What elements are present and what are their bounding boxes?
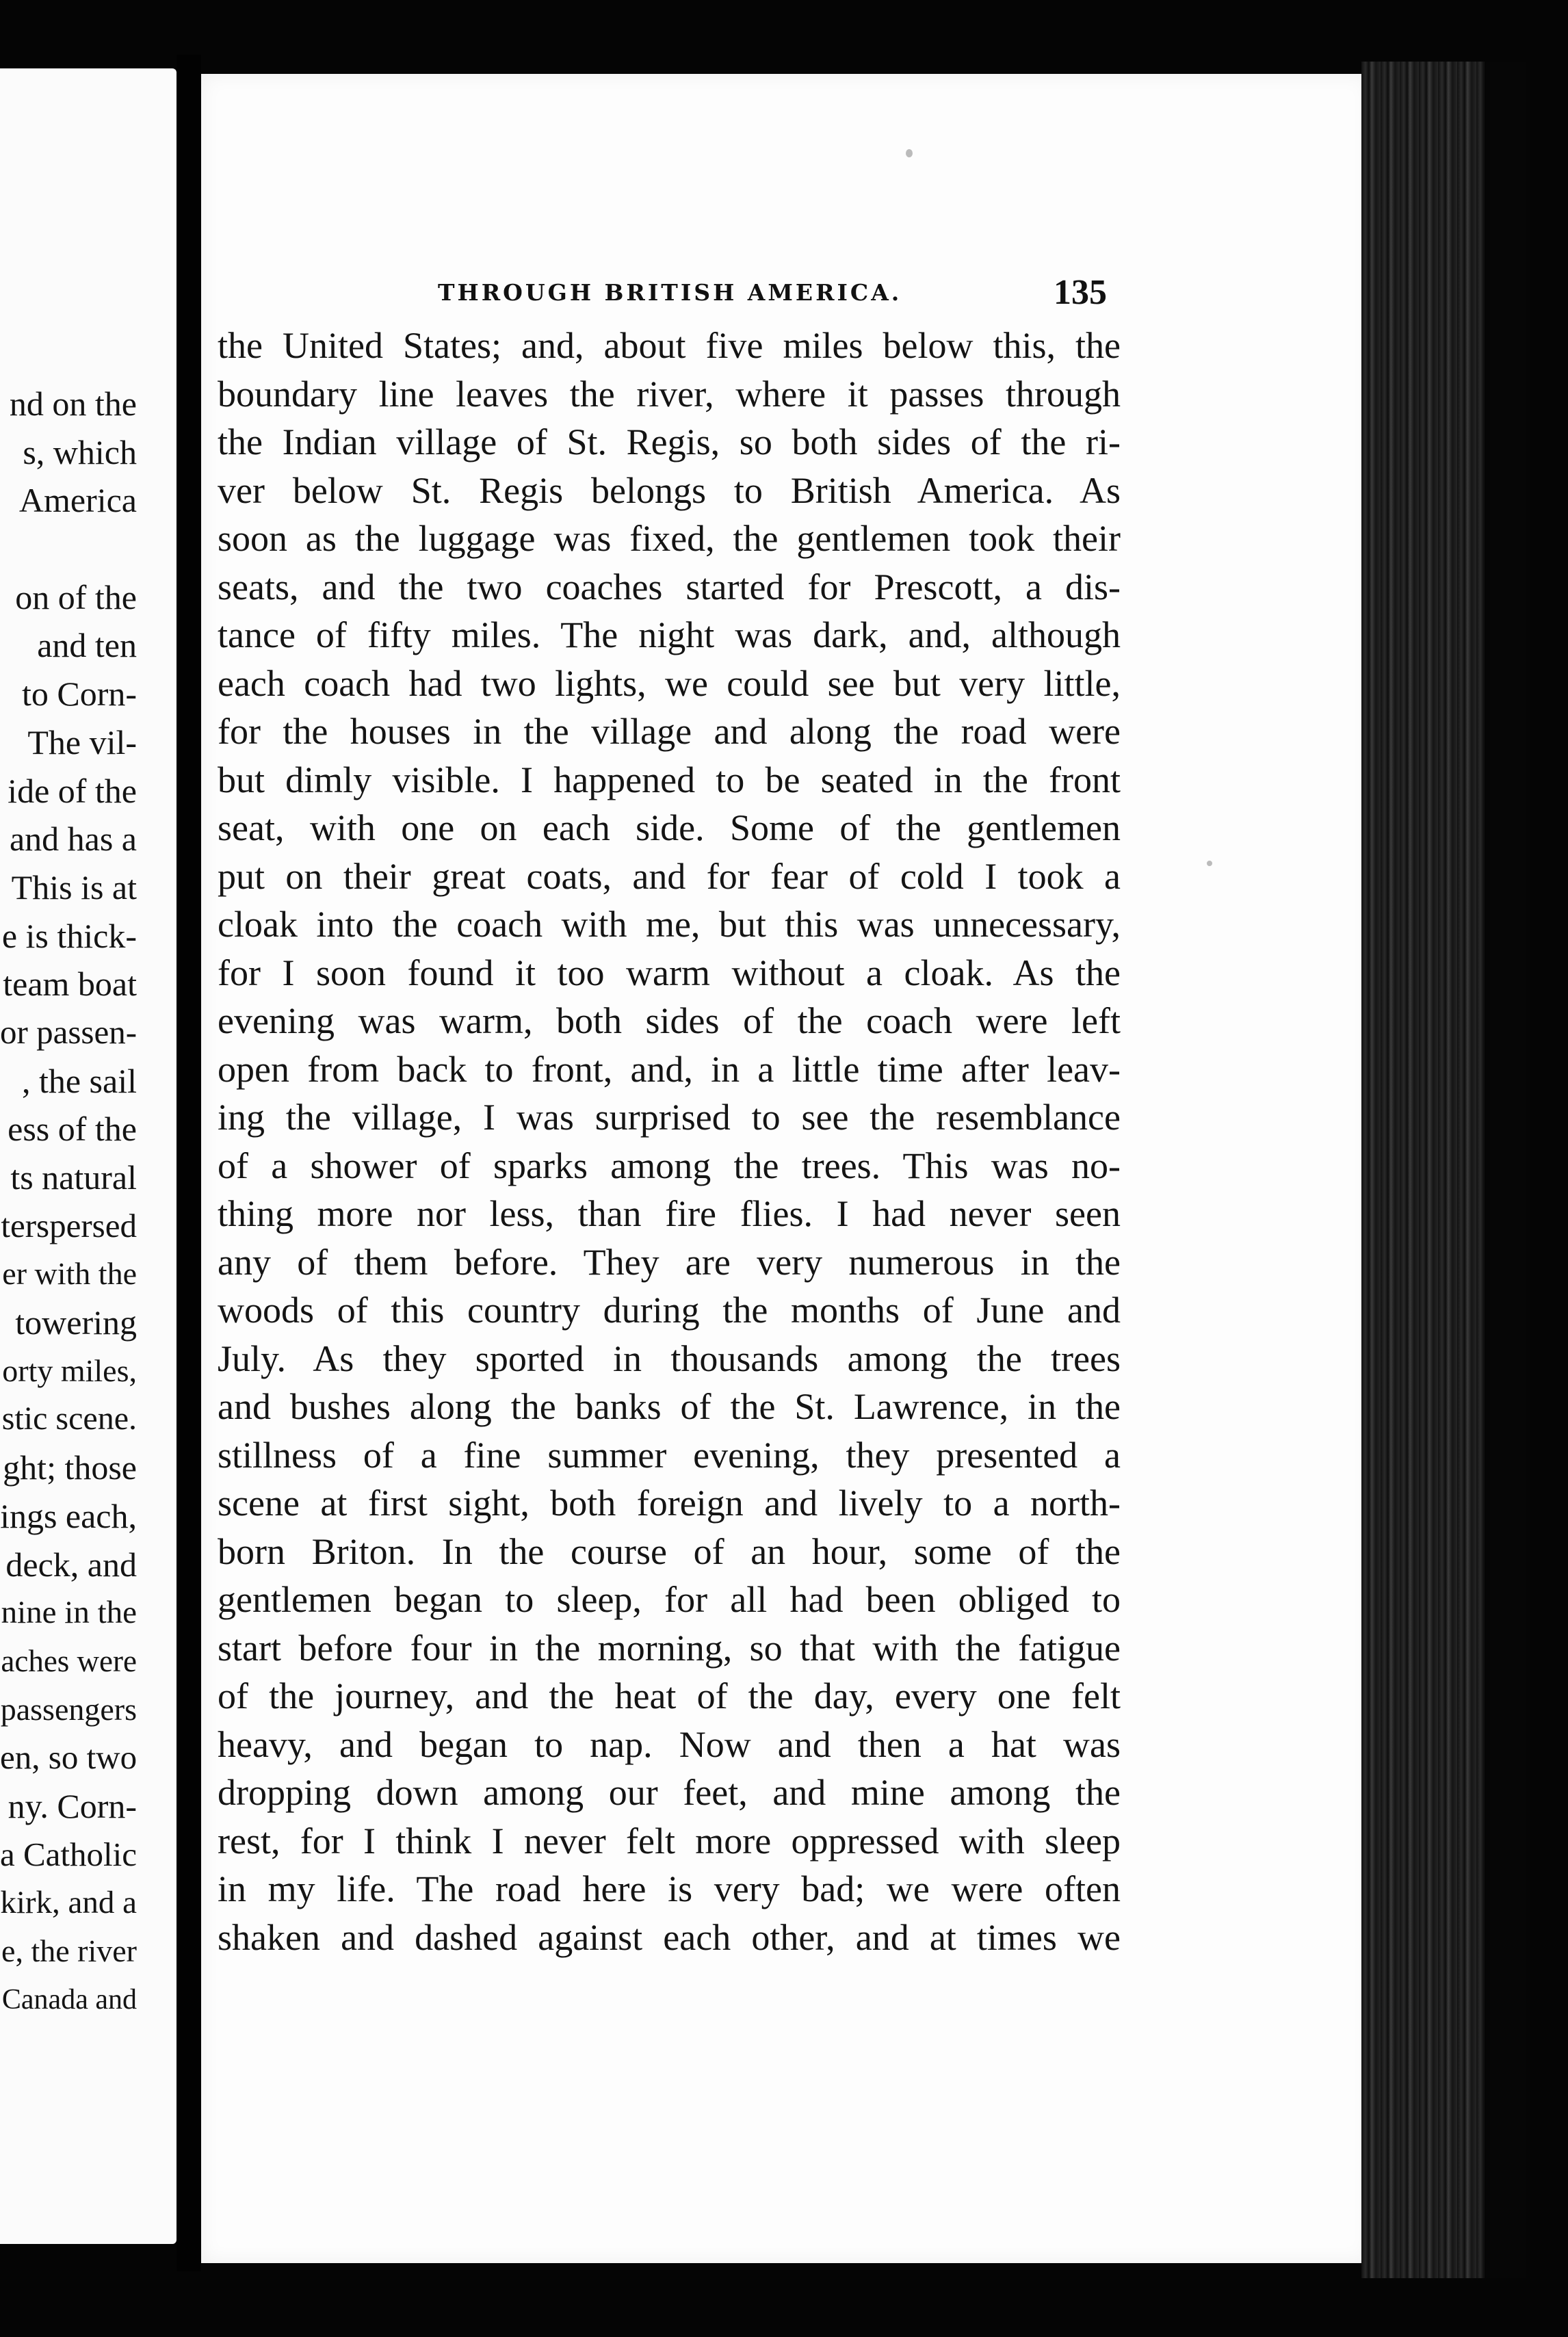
left-page-line: en, so two (0, 1738, 138, 1777)
left-page-line: ings each, (0, 1496, 137, 1535)
text-line: open from back to front, and, in a little time after leav- (218, 1048, 1121, 1090)
text-line: seat, with one on each side. Some of the gentlemen (218, 807, 1121, 848)
left-page-line: terspersed (1, 1206, 137, 1244)
text-line: of a shower of sparks among the trees. This was no- (218, 1145, 1121, 1186)
text-line: each coach had two lights, we could see but very little, (218, 662, 1121, 704)
text-line: rest, for I think I never felt more oppressed with sleep (218, 1820, 1121, 1862)
book-gutter (177, 55, 201, 2271)
text-line: woods of this country during the months of June and (218, 1290, 1121, 1331)
paper-speck (906, 149, 913, 157)
text-line: put on their great coats, and for fear of cold I took a (218, 855, 1121, 897)
left-page-line: er with the (2, 1256, 137, 1292)
left-page-fragment (0, 68, 177, 2244)
text-line: tance of fifty miles. The night was dark, and, although (218, 614, 1121, 655)
left-page-line: nine in the (1, 1595, 137, 1631)
text-line: in my life. The road here is very bad; we were often (218, 1868, 1121, 1909)
paper-speck (1207, 861, 1212, 866)
text-line: start before four in the morning, so that with the fatigue (218, 1627, 1121, 1669)
page-number: 135 (1054, 273, 1107, 312)
left-page-line: America (18, 481, 137, 520)
text-line: cloak into the coach with me, but this was unnecessary, (218, 904, 1121, 945)
text-line: thing more nor less, than fire flies. I had never seen (218, 1193, 1121, 1234)
left-page-line: nd on the (9, 384, 137, 423)
text-line: for the houses in the village and along the road were (218, 711, 1121, 752)
body-text (218, 322, 1121, 1961)
left-page-line (0, 525, 137, 573)
left-page-line: to Corn- (21, 675, 137, 714)
left-page-line: e is thick- (1, 916, 137, 955)
left-page-line: towering (15, 1303, 137, 1342)
left-page-line: stic scene. (1, 1400, 137, 1437)
text-line: dropping down among our feet, and mine among the (218, 1772, 1121, 1813)
left-page-line: The vil- (27, 722, 137, 761)
left-page-line: ght; those (3, 1448, 137, 1487)
left-page-line: on of the (15, 577, 137, 616)
text-line: and bushes along the banks of the St. Lawrence, in the (218, 1386, 1121, 1427)
left-page-line: orty miles, (2, 1353, 137, 1388)
left-page-line: ide of the (8, 771, 137, 810)
text-line: but dimly visible. I happened to be seated in the front (218, 759, 1121, 800)
left-page-line: , the sail (21, 1061, 137, 1100)
text-line: heavy, and began to nap. Now and then a hat was (218, 1723, 1121, 1765)
left-page-text (0, 380, 137, 2024)
text-line: shaken and dashed against each other, and at times we (218, 1916, 1121, 1958)
book-fore-edge (1361, 62, 1526, 2278)
left-page-line: s, which (23, 432, 137, 471)
text-line: ing the village, I was surprised to see the resemblance (218, 1097, 1121, 1138)
text-line: soon as the luggage was fixed, the gentlemen took their (218, 518, 1121, 559)
text-line: for I soon found it too warm without a cloak. As the (218, 952, 1121, 993)
left-page-line: and ten (37, 626, 137, 665)
left-page-line: and has a (9, 820, 137, 859)
text-line: boundary line leaves the river, where it passes through (218, 373, 1121, 415)
left-page-line: This is at (11, 867, 137, 906)
left-page-line: ts natural (10, 1158, 137, 1197)
text-line: the United States; and, about five miles below this, the (218, 325, 1121, 366)
text-line: scene at first sight, both foreign and lively to a north- (218, 1483, 1121, 1524)
left-page-line: ny. Corn- (8, 1786, 137, 1825)
text-line: ver below St. Regis belongs to British America. As (218, 469, 1121, 511)
text-line: any of them before. They are very numerous in the (218, 1241, 1121, 1283)
left-page-line: e, the river (1, 1933, 137, 1968)
running-head: THROUGH BRITISH AMERICA. (438, 279, 902, 306)
text-line: seats, and the two coaches started for Prescott, a dis- (218, 566, 1121, 608)
left-page-line: a Catholic (0, 1835, 138, 1873)
text-line: July. As they sported in thousands among the trees (218, 1337, 1121, 1379)
left-page-line: aches were (1, 1643, 137, 1678)
left-page-line: passengers (0, 1691, 137, 1727)
left-page-line: deck, and (5, 1545, 137, 1584)
left-page-line: Canada and (1, 1983, 137, 2015)
left-page-line: kirk, and a (0, 1885, 137, 1921)
left-page-line: or passen- (0, 1013, 138, 1051)
text-line: gentlemen began to sleep, for all had been obliged to (218, 1579, 1121, 1620)
text-line: evening was warm, both sides of the coach were left (218, 1000, 1121, 1041)
text-line: born Briton. In the course of an hour, some of the (218, 1530, 1121, 1572)
left-page-line: team boat (3, 965, 137, 1004)
text-line: of the journey, and the heat of the day, every one felt (218, 1675, 1121, 1716)
left-page-line: ess of the (8, 1110, 137, 1149)
text-line: the Indian village of St. Regis, so both sides of the ri- (218, 421, 1121, 462)
text-line: stillness of a fine summer evening, they presented a (218, 1434, 1121, 1476)
